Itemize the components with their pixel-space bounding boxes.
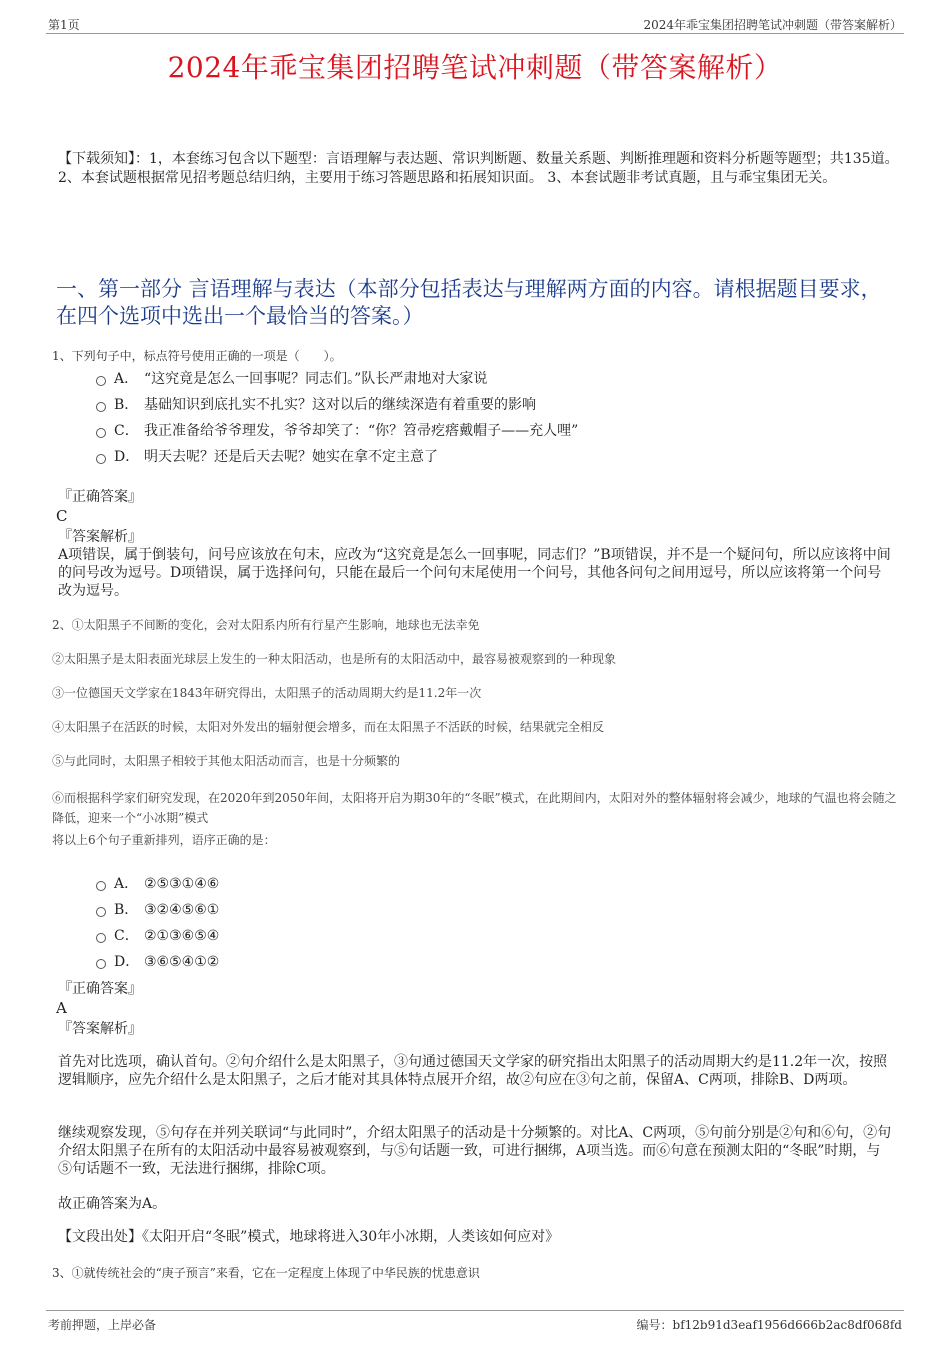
option-d[interactable] — [96, 447, 578, 473]
radio-circle-icon[interactable] — [96, 428, 106, 438]
sentence-3: ③一位德国天文学家在1843年研究得出，太阳黑子的活动周期大约是11.2年一次 — [52, 686, 482, 700]
document-title: 2024年乖宝集团招聘笔试冲刺题（带答案解析） — [167, 51, 783, 84]
radio-circle-icon[interactable] — [96, 402, 106, 412]
page-footer — [46, 1310, 904, 1332]
analysis-label: 『答案解析』 — [58, 529, 142, 545]
option-key: A． — [114, 876, 139, 892]
download-notice: 【下载须知】：1，本套练习包含以下题型：言语理解与表达题、常识判断题、数量关系题、判断推理题和资料分析题等题型；共135道。 2、本套试题根据常见招考题总结归纳，主要用于练习答题思路和拓展知识面。 3、本套试题非考试真题，且与乖宝集团无关。 — [58, 151, 899, 186]
radio-circle-icon[interactable] — [96, 933, 106, 943]
header-doc-title: 2024年乖宝集团招聘笔试冲刺题（带答案解析） — [643, 18, 902, 32]
option-key: D． — [114, 449, 140, 465]
radio-circle-icon[interactable] — [96, 907, 106, 917]
document-code: 编号：bf12b91d3eaf1956d666b2ac8df068fd — [636, 1318, 902, 1332]
option-text: ③②④⑤⑥① — [144, 902, 220, 918]
option-text: “这究竟是怎么一回事呢？同志们。”队长严肃地对大家说 — [144, 371, 488, 387]
sentence-5: ⑤与此同时，太阳黑子相较于其他太阳活动而言，也是十分频繁的 — [52, 754, 401, 768]
sentence-2: ②太阳黑子是太阳表面光球层上发生的一种太阳活动，也是所有的太阳活动中，最容易被观察到的一种现象 — [52, 652, 617, 666]
option-text: 我正准备给爷爷理发，爷爷却笑了：“你？笤帚疙瘩戴帽子——充人哩” — [144, 423, 579, 439]
question-3-stem: 3、①就传统社会的“庚子预言”来看，它在一定程度上体现了中华民族的忧患意识 — [52, 1266, 480, 1280]
sentence-1: 2、①太阳黑子不间断的变化，会对太阳系内所有行星产生影响，地球也无法幸免 — [52, 618, 480, 632]
question-1-analysis: A项错误，属于倒装句，问号应该放在句末，应改为“这究竟是怎么一回事呢，同志们？”B项错误，并不是一个疑问句，所以应该将中间的问号改为逗号。D项错误，属于选择问句，只能在最后一个问句末尾使用一个问号，其他各问句之间用逗号，所以应该将第一个问号改为逗号。 — [58, 547, 891, 599]
radio-circle-icon[interactable] — [96, 959, 106, 969]
option-b[interactable] — [96, 395, 578, 421]
question-2-sentences — [52, 618, 902, 867]
analysis-paragraph-3: 故正确答案为A。 — [58, 1196, 167, 1212]
page-header — [46, 14, 904, 34]
option-key: B． — [114, 902, 139, 918]
option-a[interactable] — [96, 874, 219, 900]
correct-answer-label: 『正确答案』 — [58, 489, 142, 505]
question-2-stem: 将以上6个句子重新排列，语序正确的是： — [52, 833, 276, 847]
sentence-4: ④太阳黑子在活跃的时候，太阳对外发出的辐射便会增多，而在太阳黑子不活跃的时候，结果就完全相反 — [52, 720, 605, 734]
analysis-paragraph-2: 继续观察发现，⑤句存在并列关联词“与此同时”，介绍太阳黑子的活动是十分频繁的。对比A、C两项，⑤句前分别是②句和⑥句，②句介绍太阳黑子在所有的太阳活动中最容易被观察到，与⑤句话题一致，可进行捆绑，A项当选。而⑥句意在预测太阳的“冬眠”时期，与⑤句话题不一致，无法进行捆绑，排除C项。 — [58, 1125, 892, 1177]
option-key: C． — [114, 423, 139, 439]
section-heading: 一、第一部分 言语理解与表达（本部分包括表达与理解两方面的内容。请根据题目要求，在四个选项中选出一个最恰当的答案。） — [56, 277, 882, 328]
question-2-options — [96, 874, 219, 978]
option-text: 基础知识到底扎实不扎实？这对以后的继续深造有着重要的影响 — [144, 397, 536, 413]
question-2-answer: A — [56, 999, 67, 1017]
option-c[interactable] — [96, 926, 219, 952]
option-text: ②①③⑥⑤④ — [144, 928, 220, 944]
option-key: B． — [114, 397, 139, 413]
option-key: D． — [114, 954, 140, 970]
option-a[interactable] — [96, 369, 578, 395]
radio-circle-icon[interactable] — [96, 881, 106, 891]
analysis-label: 『答案解析』 — [58, 1021, 142, 1037]
question-1-answer: C — [56, 507, 68, 525]
radio-circle-icon[interactable] — [96, 376, 106, 386]
option-b[interactable] — [96, 900, 219, 926]
option-c[interactable] — [96, 421, 578, 447]
option-text: 明天去呢？还是后天去呢？她实在拿不定主意了 — [144, 449, 438, 465]
footer-slogan: 考前押题，上岸必备 — [48, 1318, 157, 1332]
source-citation: 【文段出处】《太阳开启“冬眠”模式，地球将进入30年小冰期，人类该如何应对》 — [58, 1229, 560, 1245]
option-d[interactable] — [96, 952, 219, 978]
correct-answer-label: 『正确答案』 — [58, 981, 142, 997]
sentence-6: ⑥而根据科学家们研究发现，在2020年到2050年间，太阳将开启为期30年的“冬眠”模式，在此期间内，太阳对外的整体辐射将会减少，地球的气温也将会随之降低，迎来一个“小冰期”模式 — [52, 791, 897, 825]
option-key: C． — [114, 928, 139, 944]
option-text: ③⑥⑤④①② — [144, 954, 220, 970]
question-1-options — [96, 369, 578, 473]
question-1-stem: 1、下列句子中，标点符号使用正确的一项是（ ）。 — [52, 349, 342, 363]
page-number: 第1页 — [48, 18, 80, 32]
option-text: ②⑤③①④⑥ — [144, 876, 220, 892]
analysis-paragraph-1: 首先对比选项，确认首句。②句介绍什么是太阳黑子，③句通过德国天文学家的研究指出太阳黑子的活动周期大约是11.2年一次，按照逻辑顺序，应先介绍什么是太阳黑子，之后才能对其具体特点展开介绍，故②句应在③句之前，保留A、C两项，排除B、D两项。 — [58, 1054, 888, 1088]
radio-circle-icon[interactable] — [96, 454, 106, 464]
option-key: A． — [114, 371, 139, 387]
